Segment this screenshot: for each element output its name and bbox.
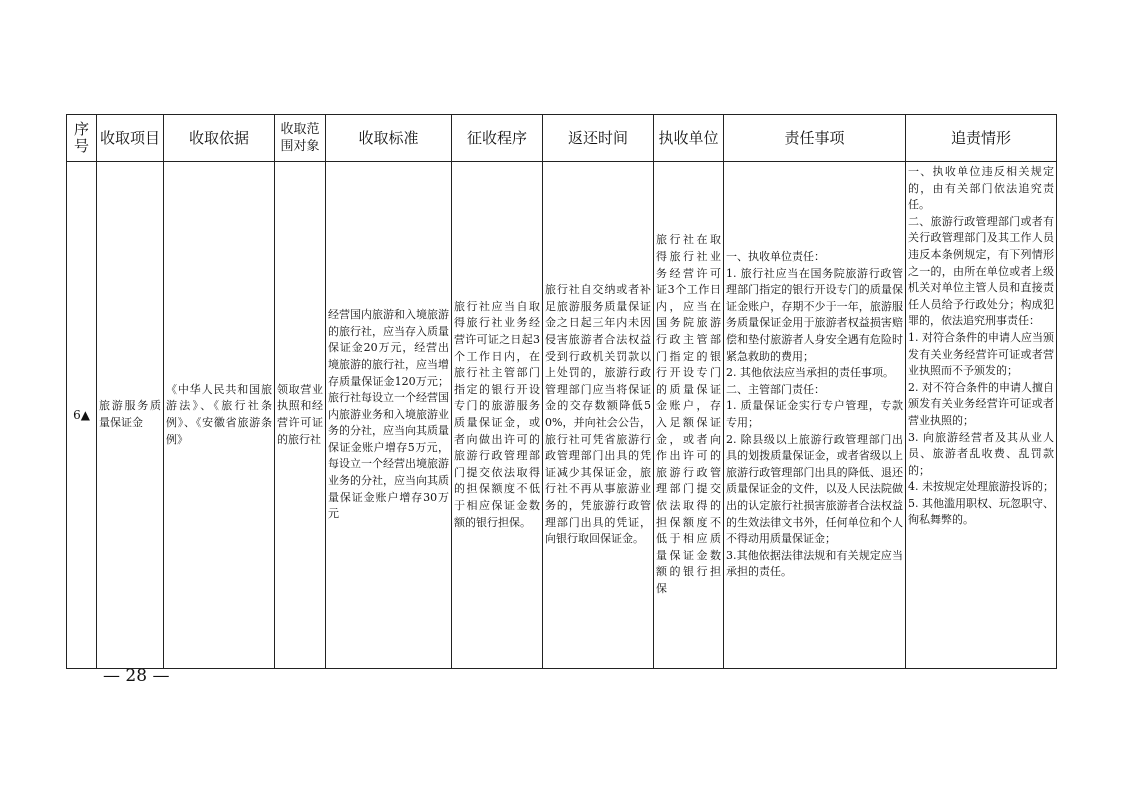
header-refund: 返还时间 (543, 115, 654, 162)
header-accountability: 追责情形 (906, 115, 1057, 162)
header-basis: 收取依据 (164, 115, 275, 162)
header-unit: 执收单位 (654, 115, 724, 162)
table-row (67, 162, 1057, 669)
cell-duty: 一、执收单位责任： 1. 旅行社应当在国务院旅游行政管理部门指定的银行开设专门的质量保证金账户，存期不少于一年，旅游服务质量保证金用于旅游者权益损害赔偿和垫付旅游者人身安全遇有危险时紧急救助的费用； 2. 其他依法应当承担的责任事项。 二、主管部门责任： 1. 质量保证金实行专户管理，专款专用； 2. 除县级以上旅游行政管理部门出具的划拨质量保证金，或者省级以上旅游行政管理部门出具的降低、退还质量保证金的文件，以及人民法院做出的认定旅行社损害旅游者合法权益的生效法律文书外，任何单位和个人不得动用质量保证金； 3.其他依据法律法规和有关规定应当承担的责任。 (724, 162, 906, 669)
header-row (67, 115, 1057, 162)
cell-seq: 6▲ (67, 162, 97, 669)
cell-item: 旅游服务质量保证金 (97, 162, 164, 669)
header-procedure: 征收程序 (452, 115, 543, 162)
cell-scope: 领取营业执照和经营许可证的旅行社 (275, 162, 326, 669)
cell-refund: 旅行社自交纳或者补足旅游服务质量保证金之日起三年内未因侵害旅游者合法权益受到行政机关罚款以上处罚的，旅游行政管理部门应当将保证金的交存数额降低50%，并向社会公告，旅行社可凭省旅游行政管理部门出具的凭证减少其保证金，旅行社不再从事旅游业务的，凭旅游行政管理部门出具的凭证，向银行取回保证金。 (543, 162, 654, 669)
header-item: 收取项目 (97, 115, 164, 162)
cell-standard: 经营国内旅游和入境旅游的旅行社，应当存入质量保证金20万元，经营出境旅游的旅行社，应当增存质量保证金120万元；旅行社每设立一个经营国内旅游业务和入境旅游业务的分社，应当向其质量保证金账户增存5万元，每设立一个经营出境旅游业务的分社，应当向其质量保证金账户增存30万元 (326, 162, 452, 669)
header-duty: 责任事项 (724, 115, 906, 162)
cell-unit: 旅行社在取得旅行社业务经营许可证3个工作日内，应当在国务院旅游行政主管部门指定的银行开设专门的质量保证金账户，存入足额保证金，或者向作出许可的旅游行政管理部门提交依法取得的担保额度不低于相应质量保证金数额的银行担保 (654, 162, 724, 669)
header-seq: 序 号 (67, 115, 97, 162)
cell-accountability: 一、执收单位违反相关规定的，由有关部门依法追究责任。 二、旅游行政管理部门或者有关行政管理部门及其工作人员违反本条例规定，有下列情形之一的，由所在单位或者上级机关对单位主管人员和直接责任人员给予行政处分；构成犯罪的，依法追究刑事责任： 1. 对符合条件的申请人应当颁发有关业务经营许可证或者营业执照而不予颁发的； 2. 对不符合条件的申请人擅自颁发有关业务经营许可证或者营业执照的； 3. 向旅游经营者及其从业人员、旅游者乱收费、乱罚款的； 4. 未按规定处理旅游投诉的； 5. 其他滥用职权、玩忽职守、徇私舞弊的。 (906, 162, 1057, 669)
cell-basis: 《中华人民共和国旅游法》、《旅行社条例》、《安徽省旅游条例》 (164, 162, 275, 669)
fee-table (66, 114, 1057, 669)
page-number: — 28 — (103, 666, 170, 686)
cell-procedure: 旅行社应当自取得旅行社业务经营许可证之日起3个工作日内，在旅行社主管部门指定的银行开设专门的旅游服务质量保证金，或者向做出许可的旅游行政管理部门提交依法取得的担保额度不低于相应保证金数额的银行担保。 (452, 162, 543, 669)
header-standard: 收取标准 (326, 115, 452, 162)
header-scope: 收取范 围对象 (275, 115, 326, 162)
